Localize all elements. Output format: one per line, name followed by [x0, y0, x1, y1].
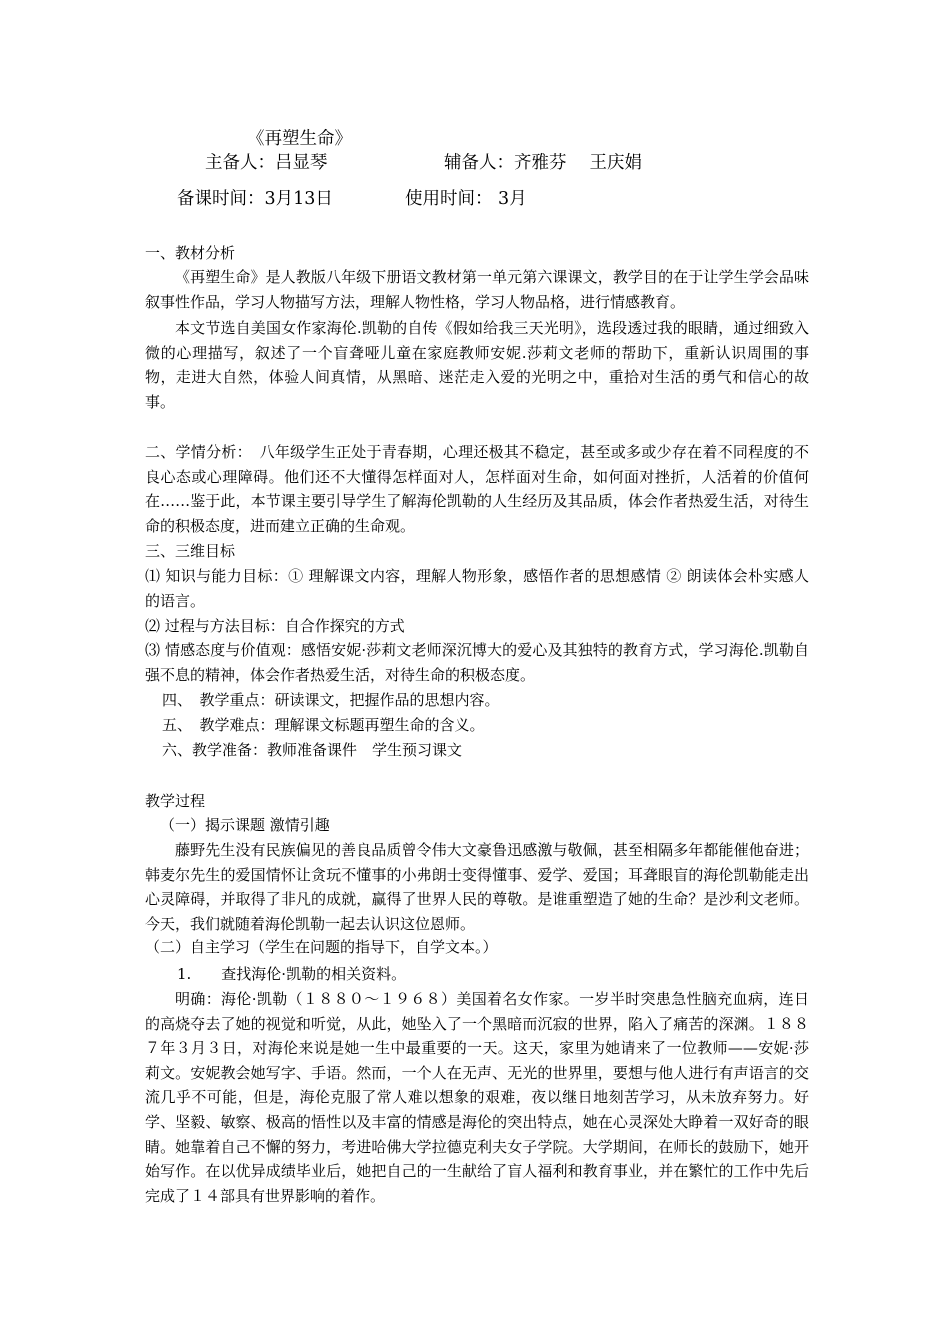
- section-3-goal-2: ⑵ 过程与方法目标：自合作探究的方式: [145, 617, 405, 635]
- section-5-difficulty: 五、 教学难点：理解课文标题再塑生命的含义。: [162, 716, 485, 734]
- section-4-focus: 四、 教学重点：研读课文，把握作品的思想内容。: [162, 691, 500, 709]
- section-1-heading: 一、教材分析: [145, 244, 236, 262]
- section-3-goal-3: ⑶ 情感态度与价值观：感悟安妮·莎莉文老师深沉博大的爱心及其独特的教育方式，学习海伦.凯勒自 强不息的精神，体会作者热爱生活，对待生命的积极态度。: [145, 641, 809, 684]
- main-preparer: 主备人：吕显琴: [205, 153, 328, 173]
- section-6-preparation: 六、教学准备：教师准备课件 学生预习课文: [162, 741, 463, 759]
- section-1-paragraph-2: 本文节选自美国女作家海伦.凯勒的自传《假如给我三天光明》，选段透过我的眼睛，通过细致入微的心理描写，叙述了一个盲聋哑儿童在家庭教师安妮.莎莉文老师的帮助下，重新认识周围的事物，走进大自然，体验人间真情，从黑暗、迷茫走入爱的光明之中，重拾对生活的勇气和信心的故事。: [145, 319, 809, 411]
- process-item-1: 1. 查找海伦·凯勒的相关资料。: [177, 965, 407, 983]
- section-3-heading: 三、三维目标: [145, 542, 236, 560]
- process-answer-paragraph: 明确：海伦·凯勒（１８８０～１９６８）美国着名女作家。一岁半时突患急性脑充血病，连日的高烧夺去了她的视觉和听觉，从此，她坠入了一个黑暗而沉寂的世界，陷入了痛苦的深渊。１８８７年３月３日，对海伦来说是她一生中最重要的一天。这天，家里为她请来了一位教师——安妮·莎莉文。安妮教会她写字、手语。然而，一个人在无声、无光的世界里，要想与他人进行有声语言的交流几乎不可能，但是，海伦克服了常人难以想象的艰难，夜以继日地刻苦学习，从未放弃努力。好学、坚毅、敏察、极高的悟性以及丰富的情感是海伦的突出特点，她在心灵深处大睁着一双好奇的眼睛。她靠着自己不懈的努力，考进哈佛大学拉德克利夫女子学院。大学期间，在师长的鼓励下，她开始写作。在以优异成绩毕业后，她把自己的一生献给了盲人福利和教育事业，并在繁忙的工作中先后完成了１４部具有世界影响的着作。: [145, 990, 809, 1205]
- section-2-paragraph: 二、学情分析： 八年级学生正处于青春期，心理还极其不稳定，甚至或多或少存在着不同程度的不良心态或心理障碍。他们还不大懂得怎样面对人，怎样面对生命，如何面对挫折，人活着的价值何在……鉴于此，本节课主要引导学生了解海伦凯勒的人生经历及其品质，体会作者热爱生活，对待生命的积极态度，进而建立正确的生命观。: [145, 443, 809, 535]
- assistant-preparers: 辅备人：齐雅芬 王庆娟: [444, 153, 643, 173]
- prep-time: 备课时间：3月13日: [177, 189, 333, 209]
- section-1-paragraph-1: 《再塑生命》是人教版八年级下册语文教材第一单元第六课课文，教学目的在于让学生学会品味叙事性作品，学习人物描写方法，理解人物性格，学习人物品格，进行情感教育。: [145, 268, 809, 311]
- process-heading: 教学过程: [145, 792, 206, 810]
- document-title: 《再塑生命》: [247, 129, 352, 149]
- use-time: 使用时间： 3月: [405, 189, 527, 209]
- section-3-goal-1: ⑴ 知识与能力目标：① 理解课文内容，理解人物形象，感悟作者的思想感情 ② 朗读体会朴实感人的语言。: [145, 567, 809, 610]
- process-step-1-heading: （一）揭示课题 激情引趣: [160, 816, 330, 834]
- process-step-1-paragraph: 藤野先生没有民族偏见的善良品质曾令伟大文豪鲁迅感激与敬佩，甚至相隔多年都能催他奋进；韩麦尔先生的爱国情怀让贪玩不懂事的小弗朗士变得懂事、爱学、爱国；耳聋眼盲的海伦凯勒能走出心灵障碍，并取得了非凡的成就，赢得了世界人民的尊敬。是谁重塑造了她的生命？是沙利文老师。今天，我们就随着海伦凯勒一起去认识这位恩师。: [145, 841, 809, 933]
- process-step-2-heading: （二）自主学习（学生在问题的指导下，自学文本。）: [145, 938, 498, 956]
